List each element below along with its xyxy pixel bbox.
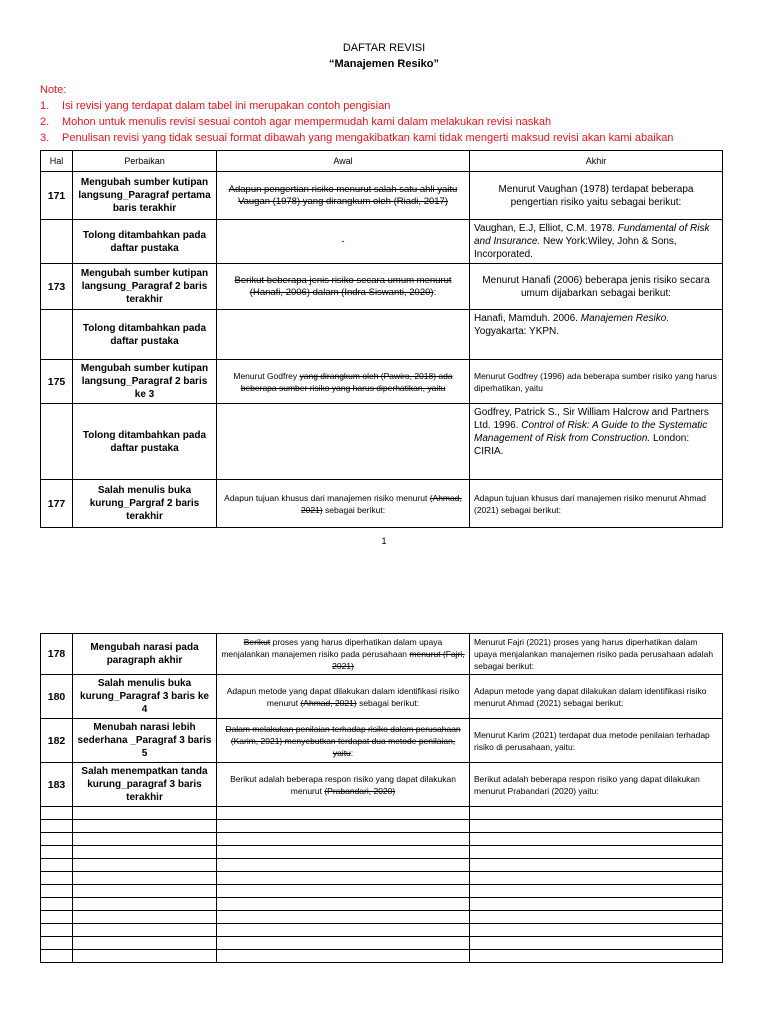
cell-hal [41, 310, 73, 360]
note-text: Penulisan revisi yang tidak sesuai format dibawah yang mengakibatkan kami tidak mengerti maksud revisi akan kami abaikan [62, 132, 674, 144]
cell-awal [217, 264, 470, 310]
table-row-empty [41, 898, 723, 911]
cell-perbaikan: Salah menempatkan tanda kurung_paragraf 3 baris terakhir [73, 763, 217, 807]
cell-akhir: Menurut Godfrey (1996) ada beberapa sumber risiko yang harus diperhatikan, yaitu [470, 360, 723, 404]
cell-awal [217, 404, 470, 480]
table-row-empty [41, 885, 723, 898]
cell-perbaikan: Salah menulis buka kurung_Pargraf 2 baris terakhir [73, 480, 217, 528]
cell-perbaikan: Tolong ditambahkan pada daftar pustaka [73, 310, 217, 360]
awal-tail: sebagai berikut: [356, 697, 420, 708]
cell-perbaikan: Mengubah sumber kutipan langsung_Paragraf 2 baris ke 3 [73, 360, 217, 404]
note-item [40, 130, 673, 146]
table-row [41, 404, 723, 480]
cell-awal [217, 719, 470, 763]
header-hal: Hal [41, 151, 73, 172]
table-row-empty [41, 911, 723, 924]
awal-tail: sebagai berikut: [322, 504, 386, 515]
header-awal: Awal [217, 151, 470, 172]
cell-hal: 182 [41, 719, 73, 763]
cell-akhir: Menurut Karim (2021) terdapat dua metode penilaian terhadap risiko di perusahaan, yaitu: [470, 719, 723, 763]
cell-awal [217, 763, 470, 807]
document-title: DAFTAR REVISI [342, 42, 426, 54]
cell-awal [217, 675, 470, 719]
table-row-empty [41, 950, 723, 963]
ref-title: Control of Risk: A Guide to the Systematic Management of Risk from Construction. [474, 420, 708, 444]
cell-akhir: Berikut adalah beberapa respon risiko yang dapat dilakukan menurut Prabandari (2020) yaitu: [470, 763, 723, 807]
note-item [40, 98, 673, 114]
ref-publisher: Yogyakarta: YKPN. [474, 326, 560, 337]
table-row [41, 264, 723, 310]
header-perbaikan: Perbaikan [73, 151, 217, 172]
table-row [41, 480, 723, 528]
table-row-empty [41, 820, 723, 833]
table-row-empty [41, 872, 723, 885]
cell-akhir: Menurut Hanafi (2006) beberapa jenis risiko secara umum dijabarkan sebagai berikut: [470, 264, 723, 310]
ref-title: Fundamental of Risk and Insurance. [474, 223, 710, 247]
cell-akhir: Menurut Vaughan (1978) terdapat beberapa pengertian risiko yaitu sebagai berikut: [470, 172, 723, 220]
cell-akhir: Menurut Fajri (2021) proses yang harus diperhatikan dalam upaya menjalankan manajemen risiko pada perusahaan adalah sebagai berikut: [470, 634, 723, 675]
cell-perbaikan: Salah menulis buka kurung_Paragraf 3 baris ke 4 [73, 675, 217, 719]
struck-text: yang dirangkum oleh (Pawiro, 2018) ada beberapa sumber risiko yang harus diperhatikan, yaitu [240, 370, 453, 393]
revision-table-continued [40, 633, 723, 963]
document-subtitle: “Manajemen Resiko” [328, 58, 440, 70]
revision-table [40, 150, 723, 528]
table-row [41, 675, 723, 719]
cell-awal [217, 360, 470, 404]
struck-text: menurut (Fajri, 2021) [332, 649, 465, 671]
cell-perbaikan: Tolong ditambahkan pada daftar pustaka [73, 220, 217, 264]
awal-lead: Adapun metode yang dapat dilakukan dalam identifikasi risiko menurut [226, 685, 460, 708]
cell-perbaikan: Mengubah sumber kutipan langsung_Paragraf pertama baris terakhir [73, 172, 217, 220]
note-number: 2. [40, 116, 50, 128]
struck-text: Adapun pengertian risiko menurut salah satu ahli yaitu Vaugan (1978) yang dirangkum oleh (Riadi, 2017) [228, 183, 458, 207]
cell-awal [217, 480, 470, 528]
notes-heading: Note: [40, 84, 67, 96]
cell-hal: 180 [41, 675, 73, 719]
header-akhir: Akhir [470, 151, 723, 172]
cell-hal: 171 [41, 172, 73, 220]
table-row-empty [41, 859, 723, 872]
awal-tail: : [350, 747, 354, 758]
cell-perbaikan: Mengubah sumber kutipan langsung_Paragraf 2 baris terakhir [73, 264, 217, 310]
cell-perbaikan: Tolong ditambahkan pada daftar pustaka [73, 404, 217, 480]
ref-publisher: London: CIRIA. [474, 433, 690, 457]
cell-hal: 175 [41, 360, 73, 404]
cell-hal: 177 [41, 480, 73, 528]
cell-awal [217, 634, 470, 675]
cell-akhir: Adapun tujuan khusus dari manajemen risiko menurut Ahmad (2021) sebagai berikut: [470, 480, 723, 528]
table-row-empty [41, 924, 723, 937]
table-row-empty [41, 937, 723, 950]
note-item [40, 114, 673, 130]
cell-awal [217, 172, 470, 220]
awal-lead: Adapun tujuan khusus dari manajemen risiko menurut [224, 492, 430, 503]
page-number: 1 [381, 536, 387, 546]
ref-title: Manajemen Resiko. [580, 313, 670, 324]
awal-lead: Berikut adalah beberapa respon risiko yang dapat dilakukan menurut [230, 773, 456, 796]
struck-text: Berikut beberapa jenis risiko secara umum menurut (Hanafi, 2006) dalam (Indra Siswanti, 2020) [234, 274, 452, 298]
note-number: 1. [40, 100, 50, 112]
cell-akhir [470, 310, 723, 360]
struck-text: (Prabandari, 2020) [324, 785, 396, 796]
cell-perbaikan: Mengubah narasi pada paragraph akhir [73, 634, 217, 675]
table-row-empty [41, 807, 723, 820]
struck-text: (Ahmad, 2021) [300, 697, 357, 708]
awal-mid: proses yang harus diperhatikan dalam upaya menjalankan manajemen risiko pada perusahaan [221, 637, 443, 659]
awal-tail: : [433, 286, 437, 298]
struck-text: (Ahmad, 2021) [300, 492, 462, 515]
ref-text: Hanafi, Mamduh. 2006. [474, 313, 581, 324]
cell-hal: 183 [41, 763, 73, 807]
cell-hal [41, 404, 73, 480]
notes-block [40, 82, 673, 146]
table-row [41, 719, 723, 763]
ref-text: Godfrey, Patrick S., Sir William Halcrow and Partners Ltd. 1996. [474, 407, 709, 431]
table-row [41, 220, 723, 264]
table-row [41, 360, 723, 404]
cell-akhir [470, 404, 723, 480]
table-row-empty [41, 833, 723, 846]
cell-hal [41, 220, 73, 264]
struck-text: Dalam melakukan penilaian terhadap risiko dalam perusahaan (Karim, 2021) menyebutkan terdapat dua metode penilaian, yaitu [225, 723, 461, 758]
cell-awal: - [217, 220, 470, 264]
note-text: Mohon untuk menulis revisi sesuai contoh agar mempermudah kami dalam melakukan revisi naskah [62, 116, 552, 128]
cell-perbaikan: Menubah narasi lebih sederhana _Paragraf 3 baris 5 [73, 719, 217, 763]
table-row-empty [41, 846, 723, 859]
struck-text: Berikut [243, 637, 271, 647]
table-row [41, 310, 723, 360]
cell-awal [217, 310, 470, 360]
table-row [41, 763, 723, 807]
cell-akhir [470, 220, 723, 264]
table-header-row [41, 151, 723, 172]
cell-akhir: Adapun metode yang dapat dilakukan dalam identifikasi risiko menurut Ahmad (2021) sebagai berikut: [470, 675, 723, 719]
awal-lead: Menurut Godfrey [233, 370, 300, 381]
note-text: Isi revisi yang terdapat dalam tabel ini merupakan contoh pengisian [62, 100, 391, 112]
table-row [41, 172, 723, 220]
table-row [41, 634, 723, 675]
ref-text: Vaughan, E.J, Elliot, C.M. 1978. [474, 223, 618, 234]
cell-hal: 173 [41, 264, 73, 310]
cell-hal: 178 [41, 634, 73, 675]
ref-publisher: New York:Wiley, John & Sons, Incorporated. [474, 236, 677, 260]
note-number: 3. [40, 132, 50, 144]
